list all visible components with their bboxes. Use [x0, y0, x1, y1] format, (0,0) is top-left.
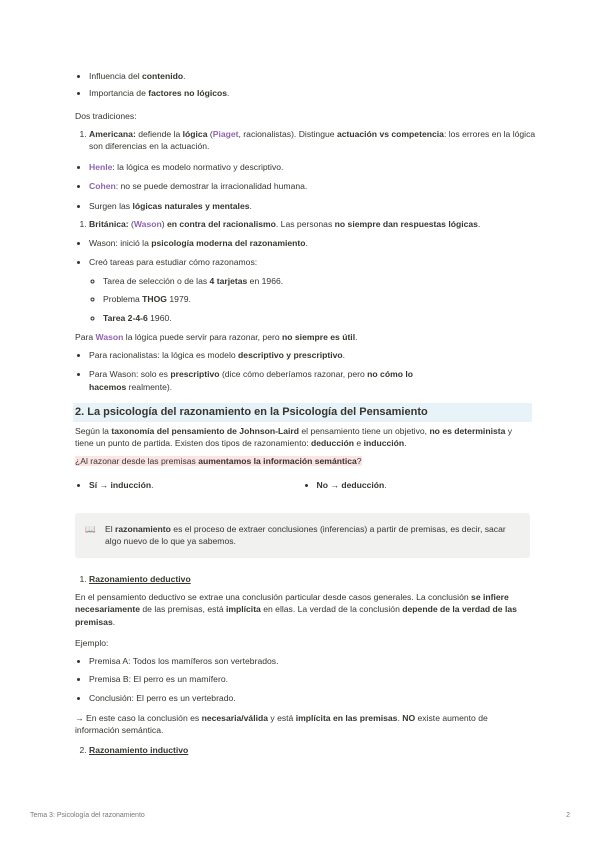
list-item: • Wason: inició la psicología moderna del razonamiento. [89, 237, 544, 249]
list-item: • Influencia del contenido. [89, 70, 544, 82]
para-wason-text: Para Wason la lógica puede servir para razonar, pero no siempre es útil. [75, 332, 358, 342]
inductivo-heading-list [75, 744, 544, 756]
deductivo-heading-list [75, 573, 544, 585]
britanica-item: 1. Británica: (Wason) en contra del racionalismo. Las personas no siempre dan respuestas lógicas. [75, 218, 544, 230]
list-item: • Premisa A: Todos los mamíferos son vertebrados. [89, 655, 544, 667]
page-content [75, 0, 536, 755]
conclusion-paragraph: → En este caso la conclusión es necesaria/válida y está implícita en las premisas. NO existe aumento de información semántica. [75, 713, 488, 736]
deductivo-heading: Razonamiento deductivo [89, 574, 191, 584]
list-item: • Para Wason: solo es prescriptivo (dice cómo deberíamos razonar, pero no cómo lo hacemos realmente). [89, 368, 419, 393]
segun-paragraph: Según la taxonomía del pensamiento de Johnson-Laird el pensamiento tiene un objetivo, no es determinista y tiene un punto de partida. Existen dos tipos de razonamiento: deducción e inducción. [75, 426, 513, 449]
list-item: • Sí → inducción. [89, 479, 303, 491]
tareas-sublist [89, 275, 544, 324]
ejemplo-label: Ejemplo: [75, 638, 109, 648]
list-item: ◦ Problema THOG 1979. [103, 293, 544, 305]
page-footer [30, 811, 570, 821]
open-book-icon: 📖 [85, 524, 96, 534]
inductivo-heading: Razonamiento inductivo [89, 745, 189, 755]
bullet-list-factors [75, 70, 544, 100]
list-item: ◦ Tarea 2-4-6 1960. [103, 312, 544, 324]
section-2-heading: 2. La psicología del razonamiento en la Psicología del Pensamiento [73, 403, 532, 422]
bullet-list-autores [75, 161, 544, 212]
list-item: • Henle: la lógica es modelo normativo y descriptivo. [89, 161, 544, 173]
list-item: • No → deducción. [317, 479, 531, 491]
list-item: • Importancia de factores no lógicos. [89, 87, 544, 99]
list-item: ◦ Tarea de selección o de las 4 tarjetas en 1966. [103, 275, 544, 287]
bullet-list-vision-logica [75, 349, 544, 393]
premisas-list [75, 655, 544, 704]
dos-tradiciones-text: Dos tradiciones: [75, 111, 137, 121]
si-no-columns [75, 479, 530, 491]
definition-callout: 📖 El razonamiento es el proceso de extraer conclusiones (inferencias) a partir de premisas, es decir, sacar algo nuevo de lo que ya sabemos. [75, 513, 530, 558]
bullet-list-wason [75, 237, 544, 324]
list-item: • Para racionalistas: la lógica es modelo descriptivo y prescriptivo. [89, 349, 544, 361]
footer-title: Tema 3: Psicología del razonamiento [30, 812, 145, 819]
pregunta-text: ¿Al razonar desde las premisas aumentamos la información semántica? [75, 456, 362, 466]
page-number: 2 [566, 812, 570, 819]
americana-item: 1. Americana: defiende la lógica (Piaget, racionalistas). Distingue actuación vs competencia: los errores en la lógica son diferencias en la actuación. [75, 128, 544, 153]
list-item: • Surgen las lógicas naturales y mentales. [89, 200, 544, 212]
deductivo-paragraph: En el pensamiento deductivo se extrae una conclusión particular desde casos generales. La conclusión se infiere necesariamente de las premisas, está implícita en ellas. La verdad de la conclusión depende de la verdad de las premisas. [75, 592, 517, 627]
list-item: • Creó tareas para estudiar cómo razonamos: ◦ Tarea de selección o de las 4 tarjetas en 1966. ◦ Problema THOG 1979. ◦ Tarea 2-4-6 1960. [89, 256, 544, 324]
list-item: • Premisa B: El perro es un mamífero. [89, 673, 544, 685]
list-item: • Conclusión: El perro es un vertebrado. [89, 692, 544, 704]
list-item: • Cohen: no se puede demostrar la irracionalidad humana. [89, 180, 544, 192]
piaget-mention: Piaget [212, 129, 239, 139]
